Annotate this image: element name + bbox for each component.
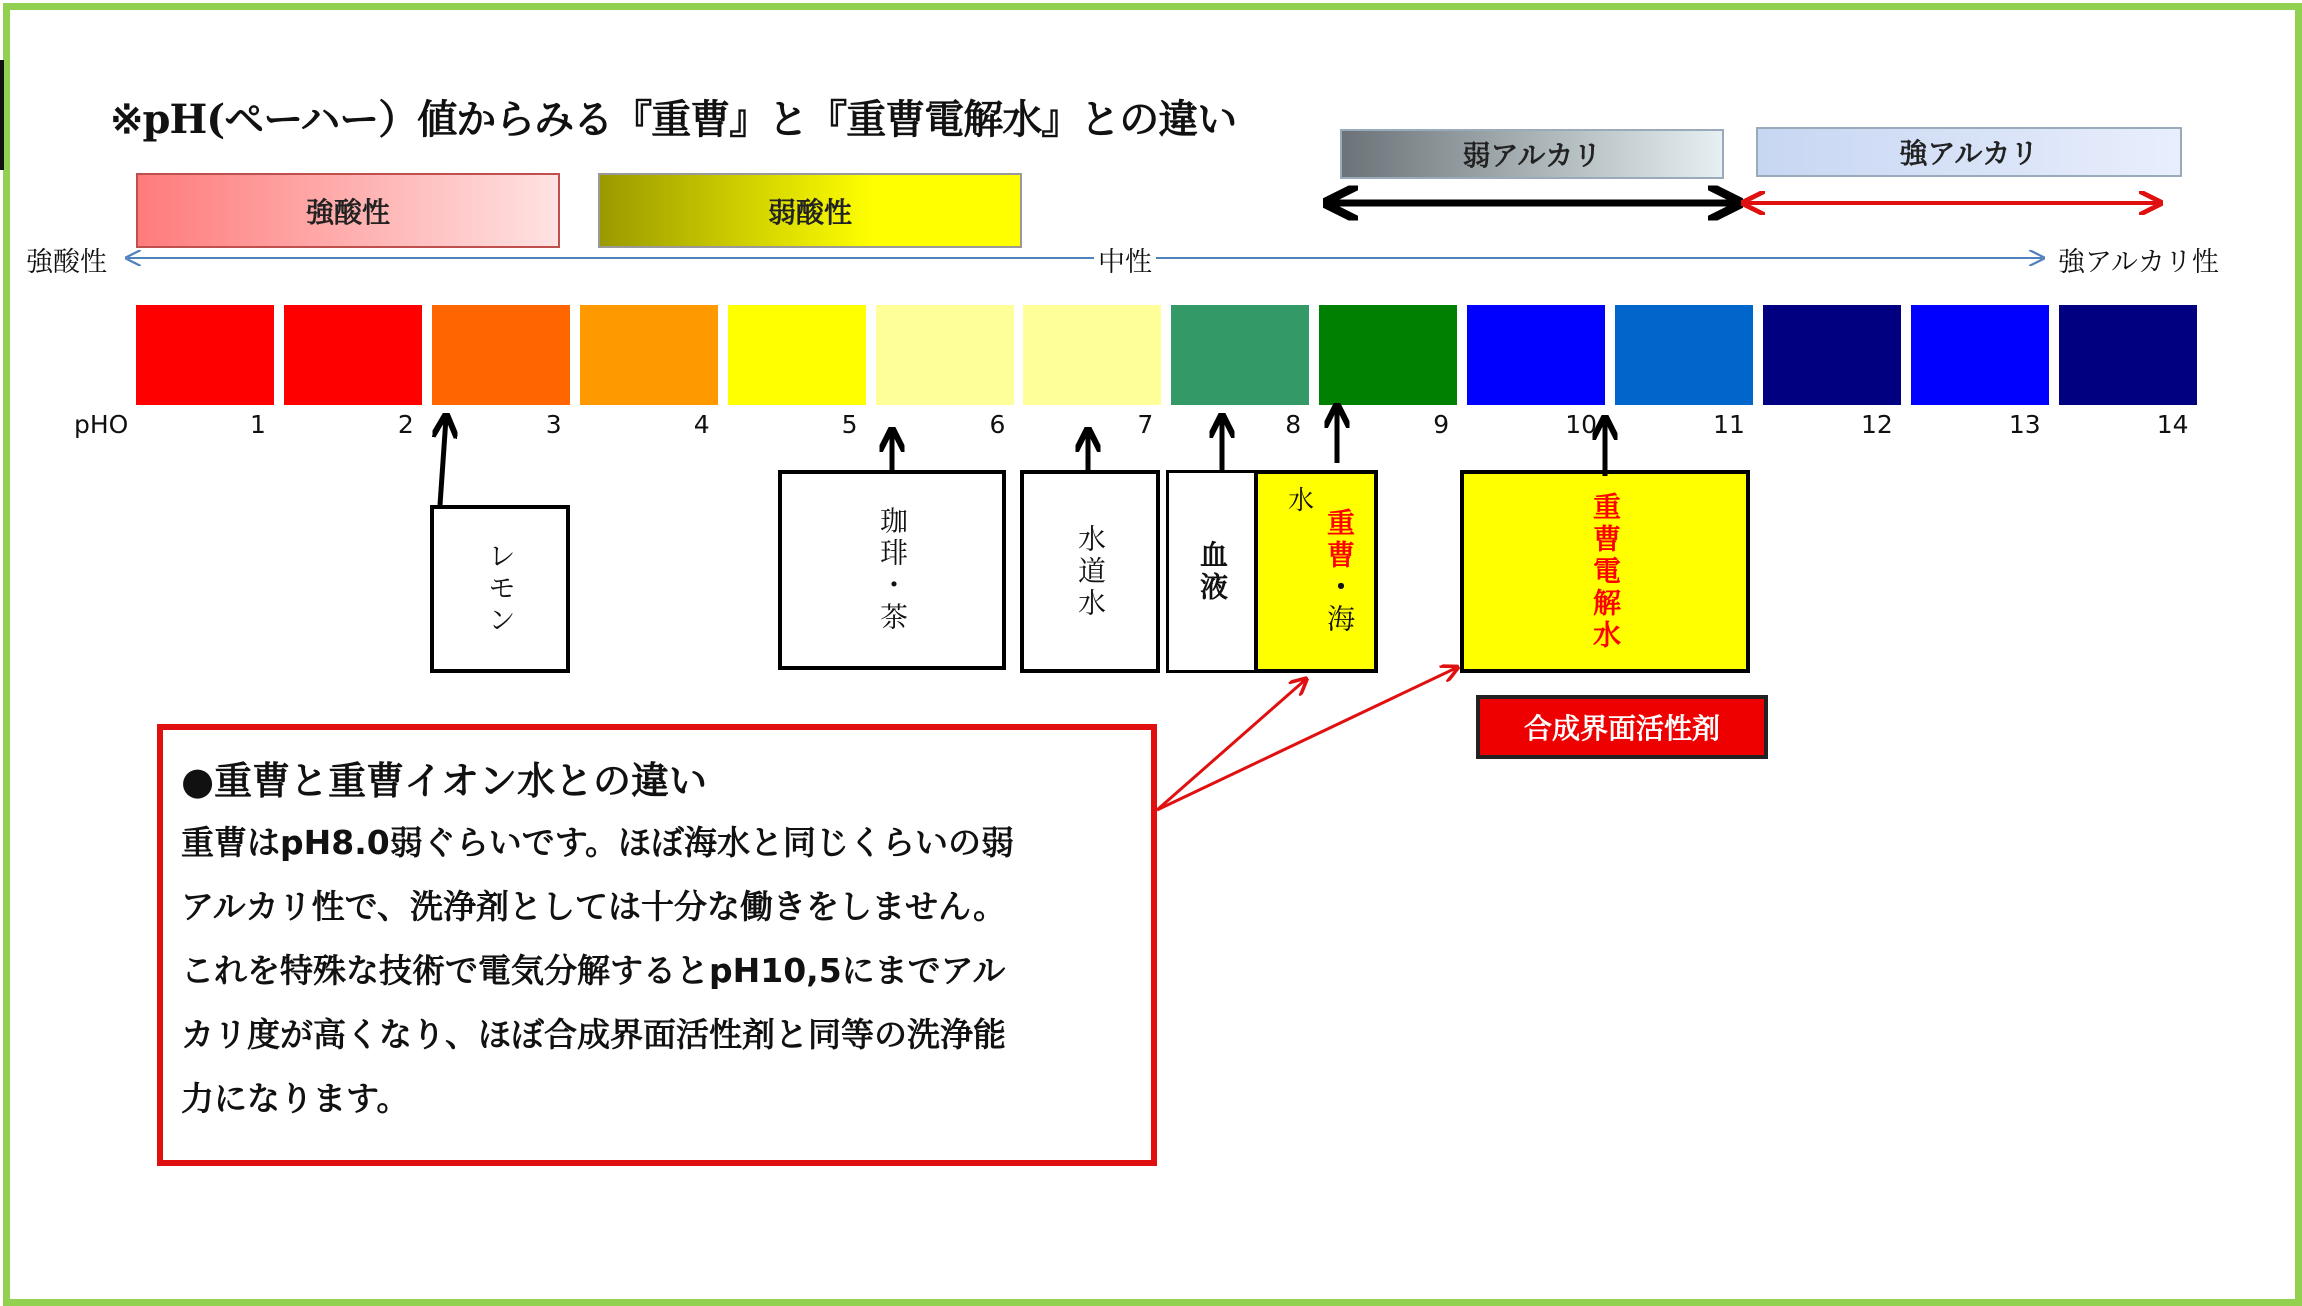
ph-tick-label: 13 xyxy=(2008,410,2041,439)
sea-label: 海 xyxy=(1323,603,1356,636)
ph-tick-label: 4 xyxy=(693,410,710,439)
band-weak-acid-label: 弱酸性 xyxy=(767,195,852,229)
ph-tick-label: 9 xyxy=(1433,410,1450,439)
coffee-tea-label: 珈琲・茶 xyxy=(876,506,909,634)
ph-tick-label: 3 xyxy=(545,410,562,439)
page-title: ※pH(ペーハー）値からみる『重曹』と『重曹電解水』との違い xyxy=(110,96,1237,143)
ph-tick-label: 14 xyxy=(2156,410,2189,439)
explanation-line-4: カリ度が高くなり、ほぼ合成界面活性剤と同等の洗浄能 xyxy=(181,1015,1006,1054)
dot-separator: ・ xyxy=(1323,571,1356,604)
ph-axis-label: pHO xyxy=(74,410,129,439)
explanation-line-3: これを特殊な技術で電気分解するとpH10,5にまでアル xyxy=(181,951,1006,990)
ph-tick-label: 5 xyxy=(841,410,858,439)
ph-tick-label: 11 xyxy=(1713,410,1745,439)
explanation-heading: ●重曹と重曹イオン水との違い xyxy=(181,759,708,803)
band-weak-alkali-label: 弱アルカリ xyxy=(1462,139,1602,172)
band-strong-acid-label: 強酸性 xyxy=(305,195,390,229)
axis-left-label: 強酸性 xyxy=(26,247,107,278)
note-to-electrolyzed-arrow xyxy=(1157,668,1456,810)
explanation-line-5: 力になります。 xyxy=(181,1079,410,1118)
explanation-line-2: アルカリ性で、洗浄剤としては十分な働きをしません。 xyxy=(181,887,1006,926)
ph-tick-label: 7 xyxy=(1137,410,1154,439)
ph-tick-label: 10 xyxy=(1565,410,1597,439)
tap-water-label: 水道水 xyxy=(1074,523,1107,620)
ph-tick-label: 6 xyxy=(989,410,1006,439)
ph-tick-label: 1 xyxy=(249,410,266,439)
axis-right-label: 強アルカリ性 xyxy=(2058,247,2219,278)
band-strong-alkali-label: 強アルカリ xyxy=(1899,137,2039,170)
electrolyzed-water-label: 重曹電解水 xyxy=(1589,491,1622,652)
note-to-baking-soda-arrow xyxy=(1157,680,1305,810)
lemon-pointer-arrow xyxy=(440,418,446,505)
blood-label: 血液 xyxy=(1196,539,1229,604)
axis-center-label: 中性 xyxy=(1094,240,1156,279)
explanation-line-1: 重曹はpH8.0弱ぐらいです。ほぼ海水と同じくらいの弱 xyxy=(181,823,1015,862)
sea-water-prefix: 水 xyxy=(1288,486,1315,516)
ph-tick-label: 2 xyxy=(397,410,414,439)
baking-soda-label: 重曹 xyxy=(1323,507,1356,572)
ph-tick-label: 8 xyxy=(1285,410,1302,439)
surfactant-badge: 合成界面活性剤 xyxy=(1476,695,1768,759)
ph-tick-label: 12 xyxy=(1860,410,1893,439)
lemon-label: レモン xyxy=(484,541,517,637)
